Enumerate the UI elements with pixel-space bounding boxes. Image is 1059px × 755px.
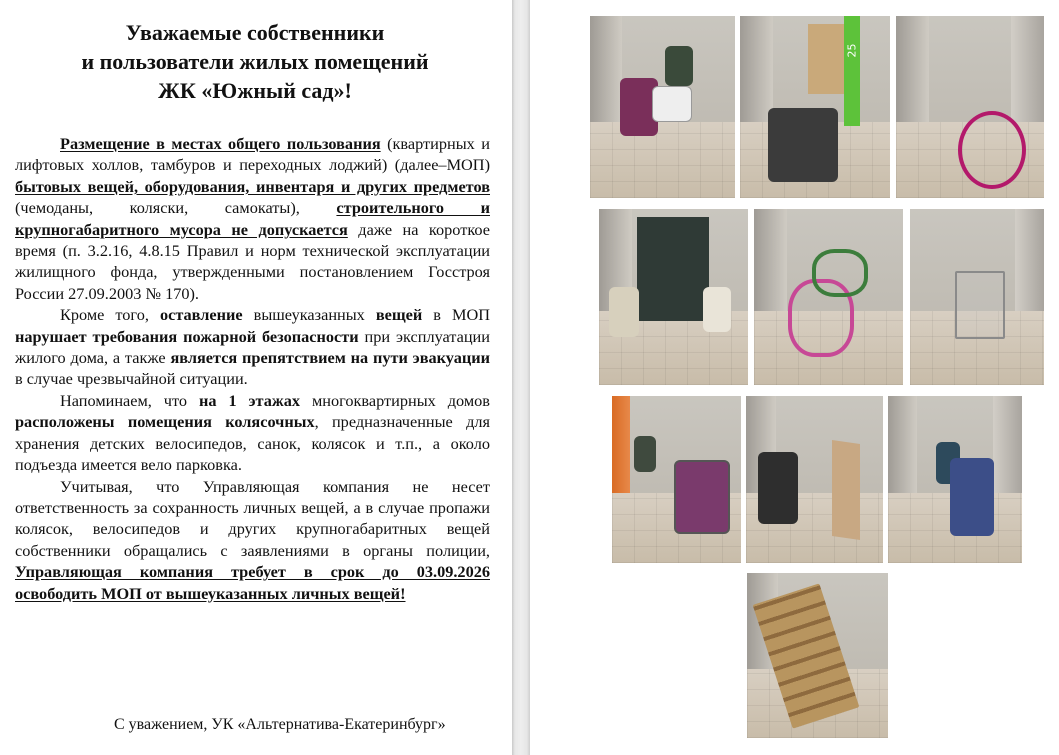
page-gutter: [512, 0, 530, 755]
photo-corridor-bicycle: [896, 16, 1044, 198]
photo-stroller-toy-car: [590, 16, 735, 198]
p2-text: в МОП: [422, 305, 491, 325]
title-line-3: ЖК «Южный сад»!: [158, 78, 352, 103]
title-line-2: и пользователи жилых помещений: [81, 49, 429, 74]
bicycle-shape: [958, 111, 1026, 189]
p1-bold-underlined: бытовых вещей, оборудования, инвентаря и других предметов: [15, 176, 490, 196]
stroller-shape: [758, 452, 798, 524]
toy-car-shape: [652, 86, 692, 122]
p2-text: Кроме того,: [60, 305, 160, 325]
p2-bold: является препятствием на пути эвакуации: [170, 348, 491, 368]
photo-shopping-cart: [910, 209, 1044, 385]
notice-title: [20, 18, 490, 105]
p3-bold: расположены помещения колясочных: [15, 412, 315, 432]
p1-bold-underlined: Размещение в местах общего пользования: [60, 134, 381, 153]
notice-page: [0, 0, 512, 755]
p4-text: Учитывая, что Управляющая компания не несет ответственность за сохранность личных вещей, а в случае пропажи колясок, велосипедов и других крупногабаритных вещей собственники обращались с заявлениями в органы полиции,: [15, 476, 490, 560]
p2-text: при эксплуатации жилого дома, а также: [15, 326, 490, 368]
stroller-shape: [634, 436, 656, 472]
door-number: 25: [845, 43, 859, 58]
p3-text: , предназначенные для хранения детских велосипедов, санок, колясок и т.п., а около подъезда имеется вело парковка.: [15, 412, 490, 475]
door-number-strip: [844, 16, 860, 126]
boxes-shape: [703, 287, 731, 332]
shopping-cart-shape: [955, 271, 1005, 339]
stroller-shape: [768, 108, 838, 182]
p2-bold: оставление: [159, 305, 243, 325]
signature: С уважением, УК «Альтернатива-Екатеринбург»: [114, 716, 446, 733]
photo-wooden-pallet: [747, 573, 888, 738]
p3-text: Напоминаем, что: [60, 390, 199, 410]
p2-bold: вещей: [375, 305, 423, 325]
p3-text: многоквартирных домов: [300, 390, 490, 410]
p1-text: (чемоданы, коляски, самокаты),: [15, 198, 337, 218]
p3-bold: на 1 этажах: [198, 390, 300, 410]
paragraph-1: [15, 133, 490, 304]
paragraph-4: [15, 476, 490, 604]
p1-text: даже на короткое время (п. 3.2.16, 4.8.15 Правил и норм технической эксплуатации жилищного фонда, утвержденными постановлением Госстроя России 27.09.2003 № 170).: [15, 219, 490, 303]
p1-text: (квартирных и лифтовых холлов, тамбуров и переходных лоджий) (далее–МОП): [15, 134, 490, 175]
stroller-shape: [950, 458, 994, 536]
p1-bold-underlined: строительного и крупногабаритного мусора не допускается: [15, 198, 490, 239]
glass-door-shape: [637, 217, 709, 321]
photo-stroller-board: [746, 396, 883, 563]
title-line-1: Уважаемые собственники: [125, 20, 385, 45]
p2-bold: нарушает требования пожарной безопасности: [15, 326, 359, 346]
stroller-shape: [665, 46, 693, 86]
board-shape: [832, 440, 860, 540]
photo-glass-door-bags: [599, 209, 748, 385]
p4-bold-underlined: Управляющая компания требует в срок до 03.09.2026 освободить МОП от вышеуказанных личных вещей!: [15, 562, 490, 603]
stroller-shape: [674, 460, 730, 534]
bag-shape: [609, 287, 639, 337]
p2-text: вышеуказанных: [242, 305, 376, 325]
photo-kids-bicycles: [754, 209, 903, 385]
photo-door-bike-stroller: [740, 16, 890, 198]
paragraph-2: [15, 304, 490, 390]
photo-corridor-stroller-orange: [612, 396, 741, 563]
paragraph-3: [15, 390, 490, 476]
photo-two-strollers: [888, 396, 1022, 563]
notice-body: [15, 133, 490, 604]
bicycle-shape: [812, 249, 868, 297]
p2-text: в случае чрезвычайной ситуации.: [15, 369, 248, 389]
